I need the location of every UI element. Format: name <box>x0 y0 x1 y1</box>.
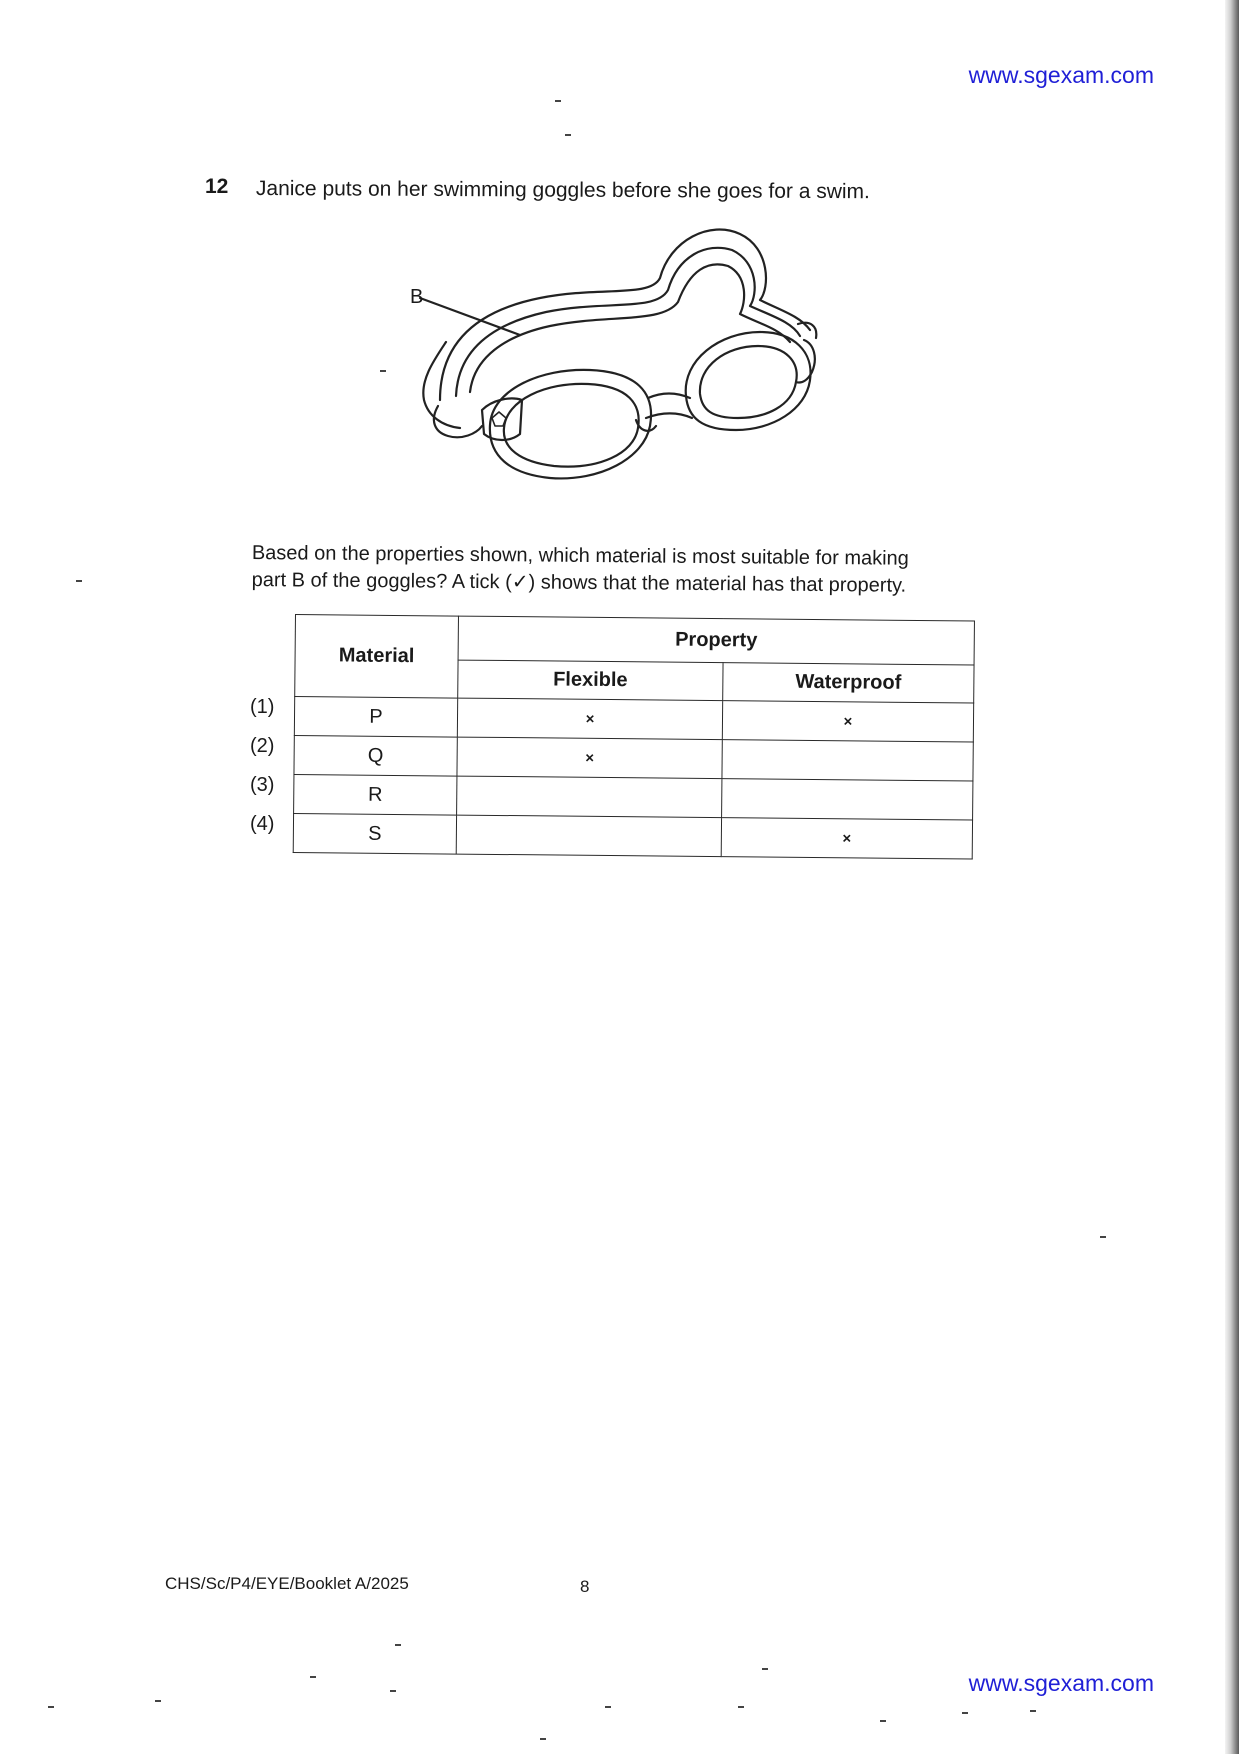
flexible-cell <box>457 776 722 818</box>
scan-speck <box>962 1712 968 1714</box>
flexible-cell: × <box>457 737 722 779</box>
watermark-bottom: www.sgexam.com <box>968 1670 1154 1696</box>
goggle-strap <box>440 230 810 400</box>
swimming-goggles-illustration <box>400 220 920 520</box>
scan-speck <box>605 1706 611 1708</box>
scan-speck <box>76 580 82 582</box>
page-number: 8 <box>580 1577 590 1596</box>
option-label-1: (1) <box>250 696 275 718</box>
option-label-2: (2) <box>250 735 275 757</box>
scan-speck <box>880 1720 886 1722</box>
material-cell: R <box>294 774 457 815</box>
table-row <box>293 813 972 859</box>
waterproof-cell: × <box>721 818 972 859</box>
header-flexible: Flexible <box>458 660 723 701</box>
properties-table <box>293 614 975 860</box>
scan-speck <box>738 1706 744 1708</box>
question-number: 12 <box>205 175 229 198</box>
scan-speck <box>1100 1236 1106 1238</box>
waterproof-cell <box>722 740 973 781</box>
table-row <box>294 735 973 781</box>
scan-speck <box>1030 1710 1036 1712</box>
properties-table-wrap <box>293 614 975 860</box>
option-label-3: (3) <box>250 774 275 796</box>
waterproof-cell <box>722 779 973 820</box>
header-waterproof: Waterproof <box>723 663 974 703</box>
flexible-cell <box>456 815 721 857</box>
scan-speck <box>395 1644 401 1646</box>
table-row <box>294 697 973 743</box>
material-cell: Q <box>294 735 457 776</box>
waterproof-cell: × <box>722 701 973 742</box>
scan-speck <box>555 100 561 102</box>
scan-speck <box>565 134 571 136</box>
booklet-code: CHS/Sc/P4/EYE/Booklet A/2025 <box>165 1574 409 1593</box>
logo-icon <box>492 412 506 426</box>
scan-speck <box>380 370 386 372</box>
question-stem: Janice puts on her swimming goggles before she goes for a swim. <box>255 177 870 204</box>
watermark-top: www.sgexam.com <box>968 62 1154 88</box>
header-property: Property <box>458 616 974 665</box>
prompt-line-2: part B of the goggles? A tick (✓) shows that the material has that property. <box>251 568 907 597</box>
nose-bridge <box>636 394 692 431</box>
scan-speck <box>540 1738 546 1740</box>
scan-speck <box>762 1668 768 1670</box>
scan-speck <box>310 1676 316 1678</box>
material-cell: S <box>293 813 456 854</box>
scan-speck <box>155 1700 161 1702</box>
table-row <box>294 774 973 820</box>
material-cell: P <box>294 697 457 738</box>
scanned-page-edge <box>1225 0 1239 1754</box>
prompt-line-1: Based on the properties shown, which material is most suitable for making <box>251 541 909 570</box>
question-prompt <box>252 540 972 600</box>
scan-speck <box>390 1690 396 1692</box>
flexible-cell: × <box>457 698 722 740</box>
scan-speck <box>48 1706 54 1708</box>
left-lens-frame <box>490 370 651 479</box>
option-label-4: (4) <box>250 813 275 835</box>
figure-label-b: B <box>410 286 424 308</box>
header-material: Material <box>295 615 459 699</box>
